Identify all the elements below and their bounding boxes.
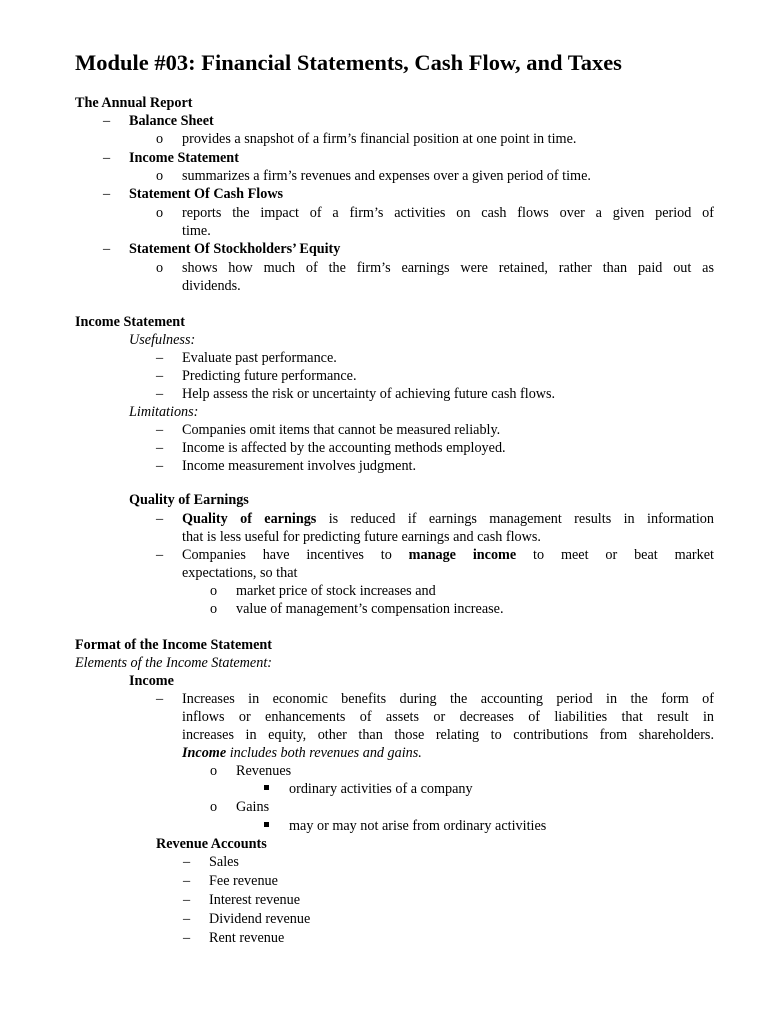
income-label: Income bbox=[129, 673, 174, 689]
revenue-account-item: Sales bbox=[209, 854, 239, 870]
circle-marker: o bbox=[210, 601, 218, 617]
stockholders-equity-desc-line1: shows how much of the firm’s earnings were retained, rather than paid out as bbox=[182, 260, 714, 276]
income-statement-heading: Income Statement bbox=[75, 314, 185, 330]
usefulness-item: Help assess the risk or uncertainty of achieving future cash flows. bbox=[182, 386, 556, 402]
dash-marker: – bbox=[156, 386, 164, 402]
circle-marker: o bbox=[210, 799, 218, 815]
dash-marker: – bbox=[156, 440, 164, 456]
income-note: Income includes both revenues and gains. bbox=[182, 745, 422, 761]
dash-marker: – bbox=[156, 350, 164, 366]
quality-heading: Quality of Earnings bbox=[129, 492, 249, 508]
square-bullet-icon bbox=[264, 785, 269, 790]
circle-marker: o bbox=[156, 168, 164, 184]
revenue-accounts-label: Revenue Accounts bbox=[156, 836, 267, 852]
balance-sheet-label: Balance Sheet bbox=[129, 113, 214, 129]
revenue-account-item: Rent revenue bbox=[209, 930, 285, 946]
revenues-desc: ordinary activities of a company bbox=[289, 781, 473, 797]
income-statement-label: Income Statement bbox=[129, 150, 239, 166]
dash-marker: – bbox=[156, 422, 164, 438]
circle-marker: o bbox=[210, 583, 218, 599]
quality-sub-item: value of management’s compensation increase. bbox=[236, 601, 504, 617]
gains-label: Gains bbox=[236, 799, 270, 815]
limitations-item: Income measurement involves judgment. bbox=[182, 458, 417, 474]
dash-marker: – bbox=[156, 511, 164, 527]
dash-marker: – bbox=[156, 458, 164, 474]
cash-flows-desc-line2: time. bbox=[182, 223, 211, 239]
elements-label: Elements of the Income Statement: bbox=[75, 655, 272, 671]
gains-desc: may or may not arise from ordinary activities bbox=[289, 818, 547, 834]
quality-para1-line1: Quality of earnings is reduced if earnings management results in information bbox=[182, 511, 714, 527]
circle-marker: o bbox=[156, 131, 164, 147]
circle-marker: o bbox=[210, 763, 218, 779]
income-statement-desc: summarizes a firm’s revenues and expenses over a given period of time. bbox=[182, 168, 591, 184]
usefulness-item: Evaluate past performance. bbox=[182, 350, 337, 366]
dash-marker: – bbox=[183, 873, 191, 889]
dash-marker: – bbox=[156, 691, 164, 707]
quality-para2-line1: Companies have incentives to manage income to meet or beat market bbox=[182, 547, 714, 563]
limitations-item: Income is affected by the accounting methods employed. bbox=[182, 440, 506, 456]
revenue-account-item: Interest revenue bbox=[209, 892, 300, 908]
income-note-term: Income bbox=[182, 745, 227, 761]
limitations-label: Limitations: bbox=[129, 404, 199, 420]
income-def-line2: inflows or enhancements of assets or decreases of liabilities that result in bbox=[182, 709, 714, 725]
dash-marker: – bbox=[183, 892, 191, 908]
page-title: Module #03: Financial Statements, Cash Flow, and Taxes bbox=[75, 50, 622, 75]
dash-marker: – bbox=[156, 547, 164, 563]
revenue-account-item: Fee revenue bbox=[209, 873, 278, 889]
quality-sub-item: market price of stock increases and bbox=[236, 583, 436, 599]
quality-para1-line2: that is less useful for predicting future earnings and cash flows. bbox=[182, 529, 541, 545]
stockholders-equity-label: Statement Of Stockholders’ Equity bbox=[129, 241, 341, 257]
dash-marker: – bbox=[103, 241, 111, 257]
cash-flows-label: Statement Of Cash Flows bbox=[129, 186, 284, 202]
quality-term: Quality of earnings bbox=[182, 511, 317, 527]
quality-para2-line2: expectations, so that bbox=[182, 565, 298, 581]
income-def-line1: Increases in economic benefits during the accounting period in the form of bbox=[182, 691, 714, 707]
cash-flows-desc-line1: reports the impact of a firm’s activities on cash flows over a given period of bbox=[182, 205, 714, 221]
format-heading: Format of the Income Statement bbox=[75, 637, 272, 653]
stockholders-equity-desc-line2: dividends. bbox=[182, 278, 241, 294]
revenues-label: Revenues bbox=[236, 763, 292, 779]
dash-marker: – bbox=[183, 930, 191, 946]
dash-marker: – bbox=[103, 186, 111, 202]
balance-sheet-desc: provides a snapshot of a firm’s financial position at one point in time. bbox=[182, 131, 577, 147]
annual-report-heading: The Annual Report bbox=[75, 95, 193, 111]
circle-marker: o bbox=[156, 260, 164, 276]
usefulness-item: Predicting future performance. bbox=[182, 368, 357, 384]
square-bullet-icon bbox=[264, 822, 269, 827]
usefulness-label: Usefulness: bbox=[129, 332, 196, 348]
income-def-line3: increases in equity, other than those relating to contributions from shareholders. bbox=[182, 727, 714, 743]
dash-marker: – bbox=[183, 854, 191, 870]
dash-marker: – bbox=[156, 368, 164, 384]
limitations-item: Companies omit items that cannot be measured reliably. bbox=[182, 422, 501, 438]
dash-marker: – bbox=[103, 150, 111, 166]
dash-marker: – bbox=[103, 113, 111, 129]
dash-marker: – bbox=[183, 911, 191, 927]
manage-income-term: manage income bbox=[408, 547, 517, 563]
circle-marker: o bbox=[156, 205, 164, 221]
revenue-account-item: Dividend revenue bbox=[209, 911, 311, 927]
